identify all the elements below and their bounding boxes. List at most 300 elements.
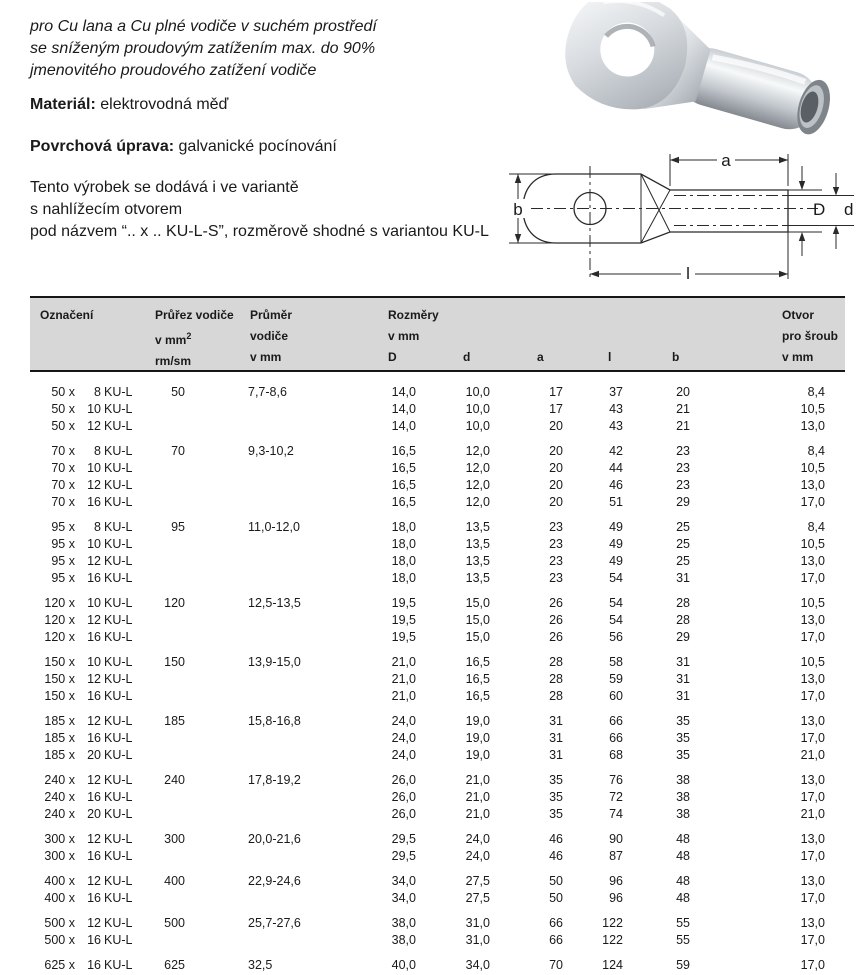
cell-hole: 13,0 — [800, 613, 825, 627]
cell-dim-d: 31,0 — [465, 916, 490, 930]
cell-conductor-diameter — [190, 688, 320, 705]
cell-screw-size: 16 — [87, 790, 101, 804]
cell-dim-a: 17 — [549, 385, 563, 399]
table-row — [30, 713, 845, 730]
cell-screw-size: 12 — [87, 874, 101, 888]
cell-dim-b: 23 — [676, 461, 690, 475]
cell-dim-a: 28 — [549, 672, 563, 686]
table-header — [30, 296, 845, 372]
cell-dim-d: 27,5 — [465, 874, 490, 888]
cell-designation-prefix: 70 x — [51, 495, 75, 509]
cell-screw-size: 12 — [87, 832, 101, 846]
table-row — [30, 536, 845, 553]
cell-dim-a: 66 — [549, 916, 563, 930]
cell-screw-size: 10 — [87, 655, 101, 669]
cell-series: KU-L — [104, 571, 133, 585]
table-row — [30, 806, 845, 823]
material-value: elektrovodná měď — [100, 96, 229, 113]
cell-designation-prefix: 400 x — [44, 874, 75, 888]
cell-hole: 17,0 — [800, 958, 825, 972]
cell-dim-l: 46 — [609, 478, 623, 492]
cell-dim-l: 96 — [609, 874, 623, 888]
table-row — [30, 772, 845, 789]
cell-series: KU-L — [104, 520, 133, 534]
cell-dim-D: 26,0 — [391, 773, 416, 787]
cell-dim-a: 28 — [549, 689, 563, 703]
cell-dim-d: 10,0 — [465, 402, 490, 416]
cell-cross-section: 70 — [171, 444, 185, 458]
intro-line: jmenovitého proudového zatížení vodiče — [30, 62, 317, 79]
cell-dim-d: 10,0 — [465, 385, 490, 399]
table-row — [30, 612, 845, 629]
cell-dim-b: 20 — [676, 385, 690, 399]
table-row — [30, 848, 845, 865]
col-header-b: b — [672, 350, 680, 364]
cell-hole: 13,0 — [800, 714, 825, 728]
col-header-line: Otvor — [782, 308, 815, 322]
cell-conductor-diameter: 17,8-19,2 — [248, 773, 301, 787]
col-header-line: vodiče — [250, 329, 289, 343]
cell-dim-b: 38 — [676, 807, 690, 821]
table-row — [30, 932, 845, 949]
cell-designation — [30, 848, 142, 865]
table-row — [30, 460, 845, 477]
cell-cross-section: 300 — [164, 832, 185, 846]
table-row — [30, 654, 845, 671]
cell-designation — [30, 890, 142, 907]
intro-line: se sníženým proudovým zatížením max. do 90% — [30, 40, 376, 57]
table-row — [30, 418, 845, 435]
cell-dim-l: 76 — [609, 773, 623, 787]
cell-dim-b: 38 — [676, 773, 690, 787]
cell-designation-prefix: 95 x — [51, 571, 75, 585]
cell-dim-a: 17 — [549, 402, 563, 416]
cell-dim-l: 122 — [602, 933, 623, 947]
cell-designation-prefix: 240 x — [44, 773, 75, 787]
cell-dim-D: 24,0 — [391, 731, 416, 745]
cell-dim-b: 23 — [676, 444, 690, 458]
cell-conductor-diameter — [190, 553, 320, 570]
cell-designation-prefix: 70 x — [51, 478, 75, 492]
cell-cross-section — [142, 747, 190, 764]
cell-cross-section — [142, 629, 190, 646]
cell-dim-b: 35 — [676, 731, 690, 745]
cell-dim-D: 18,0 — [391, 537, 416, 551]
cell-series: KU-L — [104, 874, 133, 888]
cell-conductor-diameter — [190, 536, 320, 553]
cell-dim-l: 87 — [609, 849, 623, 863]
cell-dim-b: 38 — [676, 790, 690, 804]
cell-dim-D: 34,0 — [391, 874, 416, 888]
table-row — [30, 595, 845, 612]
cell-cross-section — [142, 460, 190, 477]
cell-dim-l: 54 — [609, 571, 623, 585]
cell-dim-b: 31 — [676, 672, 690, 686]
cell-dim-a: 26 — [549, 613, 563, 627]
cell-hole: 21,0 — [800, 748, 825, 762]
table-row — [30, 384, 845, 401]
cell-dim-a: 23 — [549, 554, 563, 568]
cell-designation-prefix: 50 x — [51, 385, 75, 399]
cell-screw-size: 12 — [87, 478, 101, 492]
cell-designation — [30, 401, 142, 418]
cell-cross-section — [142, 570, 190, 587]
cell-conductor-diameter: 13,9-15,0 — [248, 655, 301, 669]
cell-designation — [30, 747, 142, 764]
cell-cross-section: 240 — [164, 773, 185, 787]
cell-designation-prefix: 500 x — [44, 916, 75, 930]
cell-dim-b: 55 — [676, 916, 690, 930]
cell-designation-prefix: 95 x — [51, 520, 75, 534]
cell-series: KU-L — [104, 596, 133, 610]
cell-screw-size: 8 — [94, 444, 101, 458]
cell-dim-a: 20 — [549, 495, 563, 509]
cell-dim-d: 27,5 — [465, 891, 490, 905]
cell-dim-D: 19,5 — [391, 630, 416, 644]
cell-designation-prefix: 240 x — [44, 790, 75, 804]
cell-dim-d: 13,5 — [465, 520, 490, 534]
cell-conductor-diameter: 7,7-8,6 — [248, 385, 287, 399]
cell-dim-D: 29,5 — [391, 832, 416, 846]
cell-dim-b: 55 — [676, 933, 690, 947]
cell-dim-a: 46 — [549, 832, 563, 846]
cell-dim-l: 56 — [609, 630, 623, 644]
cell-designation — [30, 384, 142, 401]
cell-dim-l: 68 — [609, 748, 623, 762]
dim-label-d: d — [844, 200, 854, 219]
col-header-line: rm/sm — [155, 354, 192, 368]
cell-dim-D: 16,5 — [391, 478, 416, 492]
cell-dim-D: 18,0 — [391, 554, 416, 568]
cell-cross-section — [142, 553, 190, 570]
cell-cross-section: 185 — [164, 714, 185, 728]
cell-dim-D: 19,5 — [391, 596, 416, 610]
cell-dim-b: 35 — [676, 714, 690, 728]
cell-dim-a: 31 — [549, 714, 563, 728]
table-row — [30, 570, 845, 587]
material-label: Materiál: — [30, 96, 96, 113]
cell-series: KU-L — [104, 478, 133, 492]
cell-conductor-diameter — [190, 848, 320, 865]
cell-dim-D: 26,0 — [391, 807, 416, 821]
material-line — [30, 96, 228, 114]
cell-screw-size: 10 — [87, 402, 101, 416]
cell-dim-b: 21 — [676, 402, 690, 416]
cell-conductor-diameter — [190, 932, 320, 949]
cell-hole: 13,0 — [800, 478, 825, 492]
cell-hole: 10,5 — [800, 537, 825, 551]
cell-hole: 10,5 — [800, 596, 825, 610]
cell-screw-size: 8 — [94, 385, 101, 399]
cell-series: KU-L — [104, 655, 133, 669]
intro-line: pro Cu lana a Cu plné vodiče v suchém prostředí — [30, 18, 377, 35]
cell-hole: 17,0 — [800, 689, 825, 703]
col-header-sup: 2 — [186, 331, 192, 341]
cell-dim-a: 35 — [549, 807, 563, 821]
cell-series: KU-L — [104, 891, 133, 905]
cell-series: KU-L — [104, 554, 133, 568]
cell-dim-d: 12,0 — [465, 495, 490, 509]
cell-cross-section — [142, 536, 190, 553]
cell-series: KU-L — [104, 748, 133, 762]
table-row — [30, 629, 845, 646]
cell-dim-l: 74 — [609, 807, 623, 821]
cell-designation — [30, 654, 142, 671]
col-header-line: v mm — [782, 350, 814, 364]
cell-series: KU-L — [104, 444, 133, 458]
table-row — [30, 957, 845, 974]
dim-label-a: a — [721, 151, 731, 170]
cell-screw-size: 16 — [87, 630, 101, 644]
cell-screw-size: 12 — [87, 613, 101, 627]
col-header-dimensions — [388, 305, 439, 347]
cell-dim-l: 96 — [609, 891, 623, 905]
cell-dim-a: 23 — [549, 520, 563, 534]
cell-series: KU-L — [104, 849, 133, 863]
col-header-d: d — [463, 350, 471, 364]
cell-dim-a: 23 — [549, 537, 563, 551]
cell-dim-d: 15,0 — [465, 596, 490, 610]
cell-cross-section — [142, 688, 190, 705]
cell-designation-prefix: 95 x — [51, 554, 75, 568]
cell-designation-prefix: 150 x — [44, 655, 75, 669]
cell-cross-section — [142, 932, 190, 949]
cell-dim-l: 124 — [602, 958, 623, 972]
cell-conductor-diameter: 22,9-24,6 — [248, 874, 301, 888]
cell-screw-size: 16 — [87, 689, 101, 703]
cell-designation-prefix: 240 x — [44, 807, 75, 821]
cell-dim-d: 31,0 — [465, 933, 490, 947]
table-row — [30, 915, 845, 932]
cell-dim-a: 26 — [549, 630, 563, 644]
cell-dim-d: 16,5 — [465, 672, 490, 686]
cell-dim-d: 12,0 — [465, 444, 490, 458]
cell-dim-D: 18,0 — [391, 520, 416, 534]
spec-table — [30, 296, 845, 974]
cell-dim-D: 18,0 — [391, 571, 416, 585]
cell-dim-d: 12,0 — [465, 461, 490, 475]
cell-dim-D: 24,0 — [391, 748, 416, 762]
cell-cross-section — [142, 494, 190, 511]
cell-designation-prefix: 150 x — [44, 672, 75, 686]
cell-series: KU-L — [104, 461, 133, 475]
surface-value: galvanické pocínování — [178, 138, 337, 155]
cell-dim-l: 49 — [609, 554, 623, 568]
cell-designation-prefix: 120 x — [44, 596, 75, 610]
cell-designation — [30, 831, 142, 848]
col-header-hole — [782, 305, 838, 368]
cell-cross-section — [142, 848, 190, 865]
cell-hole: 17,0 — [800, 790, 825, 804]
cell-conductor-diameter: 9,3-10,2 — [248, 444, 294, 458]
cell-series: KU-L — [104, 613, 133, 627]
cell-dim-a: 50 — [549, 874, 563, 888]
cell-series: KU-L — [104, 495, 133, 509]
cell-dim-l: 60 — [609, 689, 623, 703]
cell-screw-size: 12 — [87, 672, 101, 686]
cell-dim-D: 16,5 — [391, 461, 416, 475]
cell-dim-b: 25 — [676, 537, 690, 551]
cell-hole: 8,4 — [807, 444, 825, 458]
cell-dim-l: 49 — [609, 537, 623, 551]
cell-dim-d: 13,5 — [465, 554, 490, 568]
cell-dim-d: 24,0 — [465, 849, 490, 863]
cell-designation — [30, 688, 142, 705]
cell-conductor-diameter: 32,5 — [248, 958, 273, 972]
cell-conductor-diameter: 11,0-12,0 — [248, 520, 300, 534]
col-header-l: l — [608, 350, 612, 364]
cell-screw-size: 16 — [87, 891, 101, 905]
table-body — [30, 372, 845, 974]
cell-dim-b: 28 — [676, 613, 690, 627]
cell-cross-section — [142, 890, 190, 907]
cell-hole: 10,5 — [800, 402, 825, 416]
table-row — [30, 401, 845, 418]
cell-dim-l: 37 — [609, 385, 623, 399]
cell-designation — [30, 418, 142, 435]
cell-series: KU-L — [104, 933, 133, 947]
col-header-unit: v mm — [155, 333, 187, 347]
cell-dim-a: 50 — [549, 891, 563, 905]
cell-designation-prefix: 120 x — [44, 630, 75, 644]
cell-cross-section — [142, 671, 190, 688]
product-photo — [552, 2, 858, 146]
cell-dim-b: 48 — [676, 849, 690, 863]
cell-dim-l: 43 — [609, 402, 623, 416]
cell-cross-section — [142, 418, 190, 435]
cell-designation-prefix: 50 x — [51, 402, 75, 416]
col-header-line: pro šroub — [782, 329, 838, 343]
cell-dim-l: 59 — [609, 672, 623, 686]
cell-series: KU-L — [104, 773, 133, 787]
cell-dim-b: 48 — [676, 832, 690, 846]
cell-designation — [30, 629, 142, 646]
cell-screw-size: 8 — [94, 520, 101, 534]
cell-dim-l: 122 — [602, 916, 623, 930]
cell-series: KU-L — [104, 731, 133, 745]
cell-cross-section: 50 — [171, 385, 185, 399]
cell-hole: 13,0 — [800, 916, 825, 930]
cell-dim-l: 66 — [609, 714, 623, 728]
cell-dim-b: 29 — [676, 495, 690, 509]
col-header-D: D — [388, 350, 397, 364]
cell-cross-section: 625 — [164, 958, 185, 972]
cell-dim-l: 54 — [609, 596, 623, 610]
table-row — [30, 553, 845, 570]
cell-dim-d: 19,0 — [465, 748, 490, 762]
cell-designation — [30, 915, 142, 932]
cell-conductor-diameter: 20,0-21,6 — [248, 832, 301, 846]
cell-conductor-diameter: 12,5-13,5 — [248, 596, 301, 610]
cell-dim-d: 12,0 — [465, 478, 490, 492]
cell-designation — [30, 713, 142, 730]
cell-dim-l: 49 — [609, 520, 623, 534]
cell-designation — [30, 806, 142, 823]
cell-dim-b: 35 — [676, 748, 690, 762]
cell-screw-size: 16 — [87, 571, 101, 585]
cell-designation — [30, 671, 142, 688]
cell-screw-size: 16 — [87, 731, 101, 745]
cell-dim-d: 21,0 — [465, 773, 490, 787]
cell-dim-D: 14,0 — [391, 385, 416, 399]
surface-finish-line — [30, 138, 337, 156]
cell-hole: 13,0 — [800, 773, 825, 787]
cell-series: KU-L — [104, 385, 133, 399]
cell-screw-size: 20 — [87, 807, 101, 821]
cell-screw-size: 12 — [87, 773, 101, 787]
cell-designation-prefix: 120 x — [44, 613, 75, 627]
cell-dim-d: 16,5 — [465, 689, 490, 703]
cell-cross-section — [142, 730, 190, 747]
cell-cross-section — [142, 477, 190, 494]
cell-dim-a: 26 — [549, 596, 563, 610]
cell-designation-prefix: 185 x — [44, 748, 75, 762]
cell-designation-prefix: 70 x — [51, 461, 75, 475]
cell-conductor-diameter — [190, 477, 320, 494]
col-header-line: Průřez vodiče — [155, 308, 234, 322]
cell-conductor-diameter — [190, 789, 320, 806]
cell-dim-D: 29,5 — [391, 849, 416, 863]
cell-hole: 21,0 — [800, 807, 825, 821]
cell-dim-l: 58 — [609, 655, 623, 669]
cell-designation — [30, 536, 142, 553]
cell-dim-l: 43 — [609, 419, 623, 433]
cell-series: KU-L — [104, 958, 133, 972]
cell-dim-b: 25 — [676, 554, 690, 568]
cell-dim-b: 48 — [676, 874, 690, 888]
cell-conductor-diameter — [190, 806, 320, 823]
col-header-line: Průměr — [250, 308, 293, 322]
col-header-cross-section — [155, 305, 234, 372]
cell-designation-prefix: 70 x — [51, 444, 75, 458]
cell-dim-b: 31 — [676, 689, 690, 703]
cell-conductor-diameter — [190, 671, 320, 688]
cell-screw-size: 16 — [87, 495, 101, 509]
cell-cross-section — [142, 612, 190, 629]
cell-dim-a: 46 — [549, 849, 563, 863]
cell-dim-d: 16,5 — [465, 655, 490, 669]
col-header-line: v mm — [388, 329, 420, 343]
cell-series: KU-L — [104, 630, 133, 644]
cell-dim-l: 42 — [609, 444, 623, 458]
cell-cross-section: 400 — [164, 874, 185, 888]
cell-dim-a: 28 — [549, 655, 563, 669]
cell-dim-a: 20 — [549, 419, 563, 433]
variant-line: pod názvem “.. x .. KU-L-S”, rozměrově shodné s variantou KU-L — [30, 223, 489, 240]
variant-line: Tento výrobek se dodává i ve variantě — [30, 179, 299, 196]
cell-dim-D: 14,0 — [391, 419, 416, 433]
cell-conductor-diameter — [190, 418, 320, 435]
col-header-line — [155, 326, 234, 351]
cell-dim-d: 15,0 — [465, 613, 490, 627]
cell-hole: 13,0 — [800, 554, 825, 568]
cell-screw-size: 12 — [87, 419, 101, 433]
cell-designation — [30, 957, 142, 974]
cell-dim-l: 44 — [609, 461, 623, 475]
cell-designation — [30, 443, 142, 460]
cell-designation — [30, 494, 142, 511]
cell-designation — [30, 932, 142, 949]
cell-dim-a: 20 — [549, 461, 563, 475]
cell-hole: 17,0 — [800, 849, 825, 863]
cell-conductor-diameter: 15,8-16,8 — [248, 714, 301, 728]
cell-screw-size: 10 — [87, 596, 101, 610]
cell-dim-d: 19,0 — [465, 714, 490, 728]
cell-cross-section: 150 — [164, 655, 185, 669]
cell-dim-a: 31 — [549, 731, 563, 745]
cell-dim-b: 31 — [676, 655, 690, 669]
cell-dim-a: 35 — [549, 773, 563, 787]
